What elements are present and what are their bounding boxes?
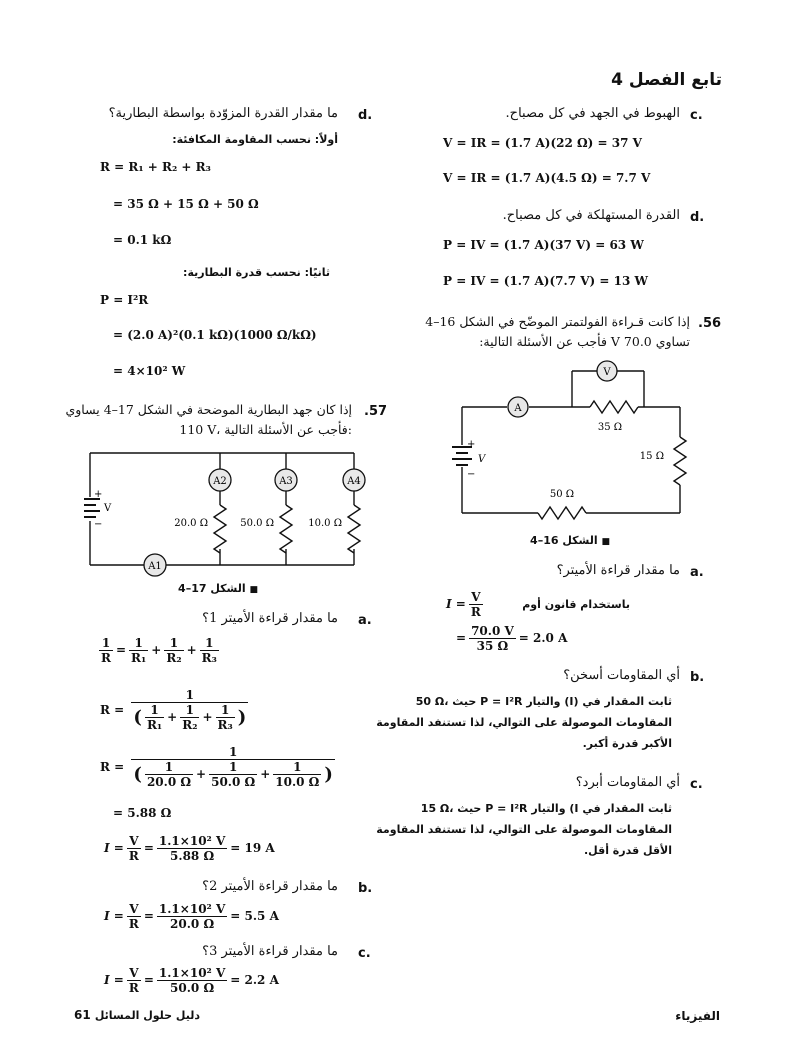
resistor-label: 20.0 Ω: [174, 518, 208, 529]
eq-term: I =: [104, 841, 124, 855]
item-label-c: c.: [358, 946, 371, 961]
eq-term: I =: [446, 597, 466, 611]
equation: [104, 834, 275, 863]
eq-term: +: [167, 710, 178, 724]
fraction: [273, 760, 321, 789]
footer-subject: الفيزياء: [675, 1009, 720, 1023]
numerator: 1: [99, 636, 113, 651]
denominator: R₃: [201, 651, 217, 665]
equation: P = I²R: [100, 293, 149, 307]
resistor-label: 15 Ω: [639, 451, 664, 462]
battery-label: V: [478, 454, 486, 465]
caption-bullet: ■: [249, 585, 258, 595]
numerator: 1: [164, 636, 183, 651]
equation: V = IR = (1.7 A)(4.5 Ω) = 7.7 V: [443, 171, 651, 185]
eq-term: R =: [100, 703, 125, 717]
eq-term: I =: [104, 909, 124, 923]
denominator: R₁: [146, 718, 163, 732]
eq-term: +: [202, 710, 213, 724]
resistor-label: 50 Ω: [549, 489, 575, 500]
item-label-d: d.: [690, 210, 705, 225]
fraction: [99, 636, 113, 665]
denominator: R₂: [166, 651, 182, 665]
answer-text: 50 Ω، حيث P = I²R والتيار (I) ثابت المقدار في: [415, 695, 672, 708]
numerator: 1: [273, 760, 321, 775]
numerator: 1: [216, 703, 235, 718]
fraction: [200, 636, 219, 665]
item-label-c: c.: [690, 777, 703, 792]
equation: [100, 745, 338, 789]
battery-plus: +: [467, 439, 476, 450]
eq-term: = 2.2 A: [230, 973, 279, 987]
resistor-label: 50.0 Ω: [240, 518, 274, 529]
fraction: [469, 590, 483, 619]
denominator: R: [470, 605, 481, 619]
eq-term: +: [186, 643, 197, 657]
battery-plus: +: [94, 489, 103, 500]
question-a: ما مقدار قراءة الأميتر؟: [556, 563, 680, 578]
fraction: [127, 834, 141, 863]
ammeter-label: A3: [279, 476, 293, 487]
numerator: 1: [129, 636, 148, 651]
eq-term: =: [143, 909, 154, 923]
question-c: أي المقاومات أبرد؟: [575, 775, 680, 790]
equation: V = IR = (1.7 A)(22 Ω) = 37 V: [443, 136, 642, 150]
item-label-c: c.: [690, 108, 703, 123]
item-label-b: b.: [358, 881, 373, 896]
numerator: 1: [200, 636, 219, 651]
denominator: R₃: [217, 718, 233, 732]
eq-term: =: [456, 631, 467, 645]
circuit-figure-17: [84, 447, 374, 577]
denominator: R₂: [182, 718, 198, 732]
eq-term: I =: [104, 973, 124, 987]
ammeter-label: A1: [148, 561, 162, 572]
item-label-a: a.: [358, 613, 372, 628]
numerator: 1.1×10² V: [158, 966, 226, 980]
battery-minus: −: [94, 519, 103, 530]
numerator: V: [127, 834, 141, 849]
eq-term: +: [196, 767, 207, 781]
step-heading: ثانيًا: نحسب قدرة البطارية:: [183, 266, 330, 279]
numerator: 1: [145, 760, 193, 775]
denominator: 5.88 Ω: [170, 849, 215, 863]
question-57-text: إذا كان جهد البطارية الموضحة في الشكل 17–4 يساوي: [65, 402, 352, 417]
fraction: [157, 834, 227, 863]
question-b: ما مقدار قراءة الأميتر 2؟: [202, 879, 338, 894]
numerator: 1: [180, 703, 199, 718]
question-b: أي المقاومات أسخن؟: [563, 668, 680, 683]
voltmeter-label: V: [603, 367, 611, 378]
fraction: [127, 902, 141, 931]
resistor-label: 35 Ω: [597, 422, 623, 433]
denominator: [131, 760, 334, 789]
denominator: 50.0 Ω: [170, 981, 215, 995]
figure-caption: [178, 582, 258, 595]
item-label-d: d.: [358, 108, 373, 123]
equation: = 35 Ω + 15 Ω + 50 Ω: [113, 197, 259, 211]
eq-term: R =: [100, 760, 125, 774]
ammeter-label: A: [514, 403, 522, 414]
fraction: [157, 902, 227, 931]
fraction: [145, 703, 164, 732]
paren: (: [133, 707, 142, 728]
question-c: ما مقدار قراءة الأميتر 3؟: [202, 944, 338, 959]
numerator: 1.1×10² V: [158, 834, 226, 848]
eq-term: =: [115, 643, 127, 657]
page-number: 61: [74, 1008, 91, 1022]
item-label-a: a.: [690, 565, 704, 580]
fraction: [209, 760, 257, 789]
eq-term: =: [143, 841, 154, 855]
equation: [100, 688, 251, 732]
denominator: R: [101, 651, 111, 665]
denominator: R: [128, 849, 139, 863]
equation: = (2.0 A)²(0.1 kΩ)(1000 Ω/kΩ): [113, 328, 317, 342]
ammeter-label: A4: [347, 476, 361, 487]
eq-term: = 19 A: [230, 841, 275, 855]
denominator: 20.0 Ω: [170, 917, 215, 931]
equation: [446, 590, 486, 619]
battery-minus: −: [467, 469, 476, 480]
eq-term: =: [143, 973, 154, 987]
equation: [96, 636, 222, 665]
answer-text: 15 Ω، حيث P = I²R والتيار (I ثابت المقدار في: [420, 802, 672, 815]
numerator: 1: [131, 745, 334, 760]
equation: = 4×10² W: [113, 364, 186, 378]
eq-term: +: [260, 767, 271, 781]
equation: R = R₁ + R₂ + R₃: [100, 160, 211, 174]
denominator: [131, 703, 248, 732]
fraction: [131, 745, 334, 789]
fraction: [164, 636, 183, 665]
denominator: 35 Ω: [476, 639, 509, 653]
denominator: R: [128, 917, 139, 931]
caption-text: الشكل 17–4: [178, 582, 246, 595]
fraction: [216, 703, 235, 732]
paren: (: [133, 764, 142, 785]
numerator: V: [127, 902, 141, 917]
fraction: [145, 760, 193, 789]
caption-bullet: ■: [601, 537, 610, 547]
denominator: R: [128, 981, 139, 995]
answer-text: المقاومات الموصولة على التوالي، لذا تستنفد المقاومة: [376, 823, 672, 836]
fraction: [129, 636, 148, 665]
numerator: 1: [131, 688, 248, 703]
figure-caption: [530, 534, 610, 547]
caption-text: الشكل 16–4: [530, 534, 598, 547]
numerator: V: [469, 590, 483, 605]
numerator: 1: [145, 703, 164, 718]
answer-text: المقاومات الموصولة على التوالي، لذا تستنفد المقاومة: [376, 716, 672, 729]
question-d: القدرة المستهلكة في كل مصباح.: [502, 208, 680, 223]
equation: [104, 966, 279, 995]
fraction: [180, 703, 199, 732]
equation: P = IV = (1.7 A)(7.7 V) = 13 W: [443, 274, 648, 288]
question-56-text: إذا كانت قـراءة الفولتمتر الموضّح في الشكل 16–4: [425, 314, 690, 329]
equation: [456, 624, 567, 653]
eq-term: = 5.5 A: [230, 909, 279, 923]
eq-term: = 2.0 A: [518, 631, 568, 645]
equation: = 5.88 Ω: [113, 806, 172, 820]
paren: ): [324, 764, 333, 785]
ammeter-label: A2: [213, 476, 227, 487]
eq-term: +: [151, 643, 162, 657]
question-number-56: .56: [698, 316, 722, 331]
question-number-57: .57: [364, 404, 388, 419]
battery-label: V: [104, 503, 112, 514]
note-ohms-law: باستخدام قانون أوم: [522, 598, 630, 611]
numerator: 1.1×10² V: [158, 902, 226, 916]
denominator: 50.0 Ω: [211, 775, 256, 789]
step-heading: أولاً: نحسب المقاومة المكافئة:: [172, 133, 338, 146]
numerator: 70.0 V: [471, 624, 514, 638]
denominator: R₁: [131, 651, 147, 665]
page-title: تابع الفصل 4: [611, 70, 722, 90]
answer-text: الأكبر قدرة أكبر.: [582, 737, 672, 750]
equation: P = IV = (1.7 A)(37 V) = 63 W: [443, 238, 644, 252]
footer-guide: دليل حلول المسائل: [94, 1009, 200, 1022]
numerator: V: [127, 966, 141, 981]
fraction: [127, 966, 141, 995]
equation: [104, 902, 279, 931]
circuit-figure-16: [446, 355, 696, 530]
resistor-label: 10.0 Ω: [308, 518, 342, 529]
fraction: [469, 624, 516, 653]
paren: ): [237, 707, 247, 728]
item-label-b: b.: [690, 670, 705, 685]
denominator: 10.0 Ω: [275, 775, 320, 789]
question-57-text: 110 V، فأجب عن الأسئلة التالية:: [179, 422, 352, 437]
fraction: [131, 688, 248, 732]
question-d: ما مقدار القدرة المزوّدة بواسطة البطارية؟: [108, 106, 338, 121]
answer-text: الأقل قدرة أقل.: [584, 844, 672, 857]
denominator: 20.0 Ω: [146, 775, 192, 789]
fraction: [157, 966, 227, 995]
numerator: 1: [209, 760, 257, 775]
question-c: الهبوط في الجهد في كل مصباح.: [505, 106, 680, 121]
question-a: ما مقدار قراءة الأميتر 1؟: [202, 611, 338, 626]
equation: = 0.1 kΩ: [113, 233, 172, 247]
question-56-text: تساوي 70.0 V فأجب عن الأسئلة التالية:: [479, 334, 690, 349]
